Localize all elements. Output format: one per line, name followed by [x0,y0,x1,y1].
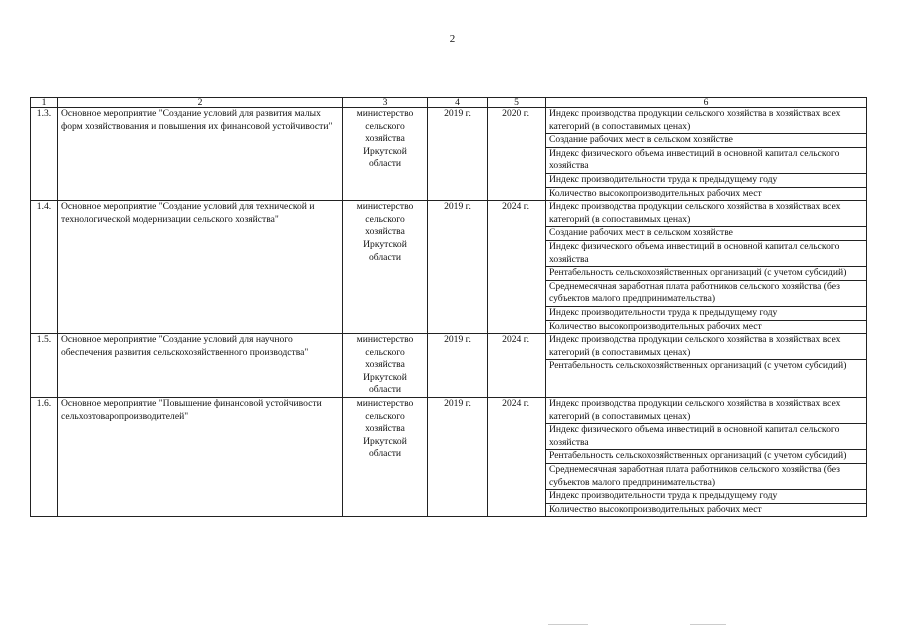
responsible-org: министерство сельского хозяйства Иркутской области [343,108,428,201]
start-year: 2019 г. [428,108,488,201]
scan-mark [548,624,588,625]
indicator-item: Индекс производства продукции сельского хозяйства в хозяйствах всех категорий (в сопоставимых ценах) [546,108,866,134]
indicator-item: Количество высокопроизводительных рабочих мест [549,320,762,332]
start-year: 2019 г. [428,334,488,398]
scan-mark [690,624,726,625]
column-header: 3 [343,98,428,108]
indicator-item: Количество высокопроизводительных рабочих мест [549,187,762,199]
indicator-item: Индекс производства продукции сельского хозяйства в хозяйствах всех категорий (в сопоставимых ценах) [546,201,866,227]
responsible-org: министерство сельского хозяйства Иркутской области [343,334,428,398]
responsible-org: министерство сельского хозяйства Иркутской области [343,201,428,334]
indicator-item: Среднемесячная заработная плата работников сельского хозяйства (без субъектов малого предпринимательства) [546,464,866,490]
indicators-cell [546,398,867,517]
indicator-item: Индекс производительности труда к предыдущему году [546,174,866,188]
indicators-cell [546,334,867,398]
activity-number: 1.5. [31,334,58,398]
table-row [31,398,867,517]
start-year: 2019 г. [428,201,488,334]
end-year: 2024 г. [488,398,546,517]
table-row [31,108,867,201]
start-year: 2019 г. [428,398,488,517]
table-row [31,201,867,334]
indicator-item: Рентабельность сельскохозяйственных организаций (с учетом субсидий) [546,267,866,281]
page-number: 2 [449,33,456,45]
indicator-item: Индекс производства продукции сельского хозяйства в хозяйствах всех категорий (в сопоставимых ценах) [546,398,866,424]
column-header: 1 [31,98,58,108]
indicator-item: Количество высокопроизводительных рабочих мест [549,503,762,515]
indicator-item: Рентабельность сельскохозяйственных организаций (с учетом субсидий) [549,360,847,372]
indicators-cell [546,108,867,201]
indicator-item: Создание рабочих мест в сельском хозяйстве [546,134,866,148]
column-header: 5 [488,98,546,108]
indicator-item: Создание рабочих мест в сельском хозяйстве [546,227,866,241]
activity-name: Основное мероприятие "Создание условий для технической и технологической модернизации сельского хозяйства" [58,201,343,334]
activity-number: 1.6. [31,398,58,517]
indicator-item: Индекс физического объема инвестиций в основной капитал сельского хозяйства [546,241,866,267]
table-row [31,334,867,398]
column-header: 2 [58,98,343,108]
indicator-item: Индекс производства продукции сельского хозяйства в хозяйствах всех категорий (в сопоставимых ценах) [546,334,866,360]
end-year: 2024 г. [488,201,546,334]
responsible-org: министерство сельского хозяйства Иркутской области [343,398,428,517]
indicator-item: Рентабельность сельскохозяйственных организаций (с учетом субсидий) [546,450,866,464]
indicator-item: Среднемесячная заработная плата работников сельского хозяйства (без субъектов малого предпринимательства) [546,281,866,307]
activity-name: Основное мероприятие "Создание условий для научного обеспечения развития сельскохозяйственного производства" [58,334,343,398]
activity-number: 1.3. [31,108,58,201]
activity-name: Основное мероприятие "Повышение финансовой устойчивости сельхозтоваропроизводителей" [58,398,343,517]
indicator-item: Индекс физического объема инвестиций в основной капитал сельского хозяйства [546,148,866,174]
column-header: 6 [546,98,867,108]
end-year: 2024 г. [488,334,546,398]
indicators-cell [546,201,867,334]
indicator-item: Индекс производительности труда к предыдущему году [546,490,866,504]
indicator-item: Индекс производительности труда к предыдущему году [546,307,866,321]
end-year: 2020 г. [488,108,546,201]
activity-number: 1.4. [31,201,58,334]
indicator-item: Индекс физического объема инвестиций в основной капитал сельского хозяйства [546,424,866,450]
activity-name: Основное мероприятие "Создание условий для развития малых форм хозяйствования и повышения их финансовой устойчивости" [58,108,343,201]
activities-table [30,97,867,517]
column-number-row [31,98,867,108]
column-header: 4 [428,98,488,108]
